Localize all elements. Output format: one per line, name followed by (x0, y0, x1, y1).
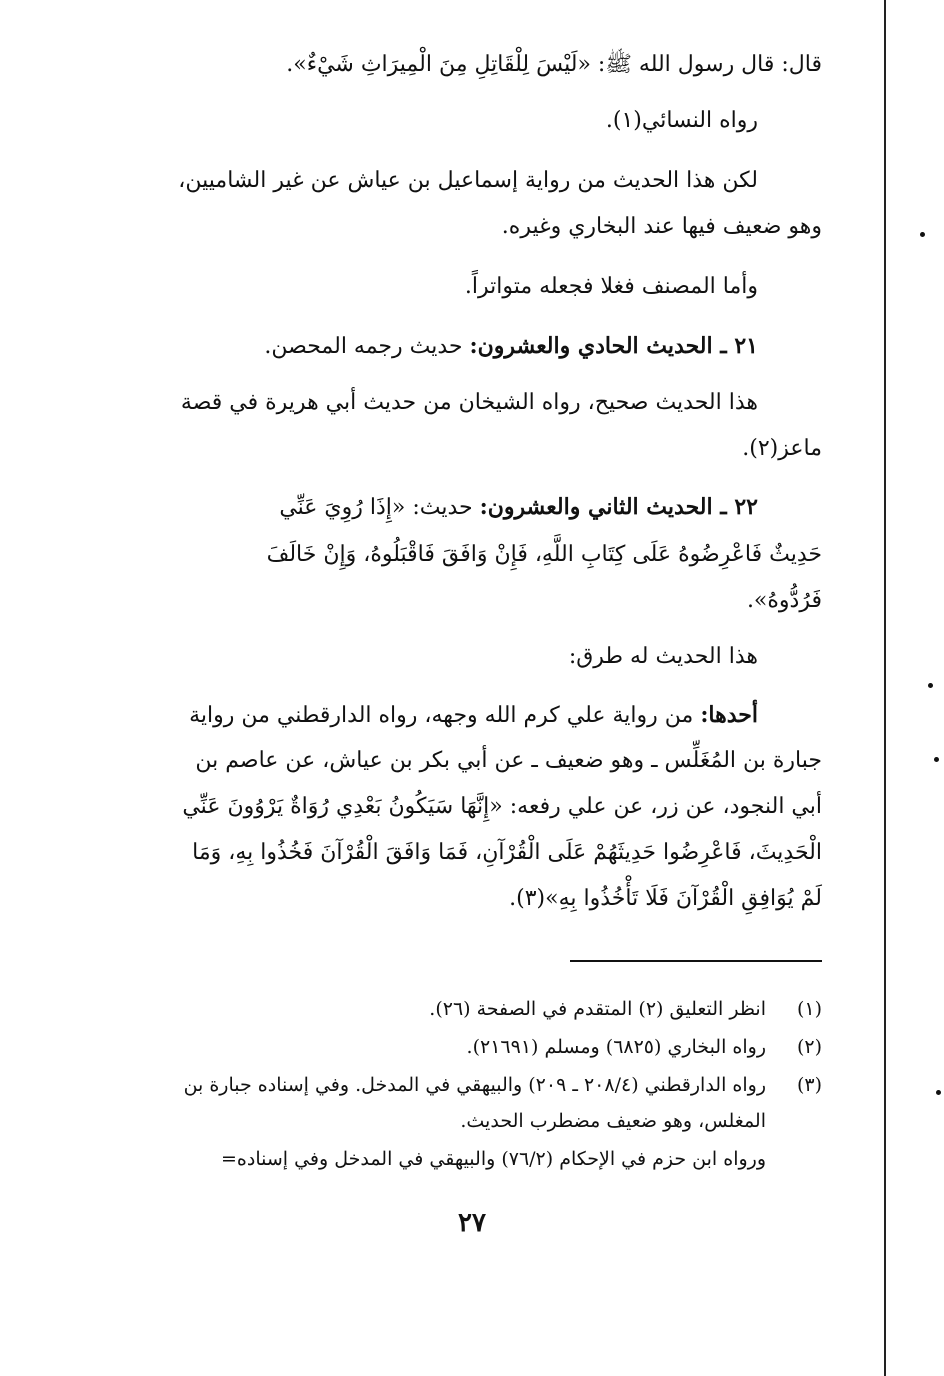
edge-mark (936, 1090, 941, 1095)
hadith-heading-21 (264, 333, 758, 359)
page-number: ٢٧ (458, 1208, 486, 1238)
first-route-label: أحدها: (700, 702, 758, 728)
text-line: وهو ضعيف فيها عند البخاري وغيره. (501, 214, 822, 239)
edge-mark (928, 683, 933, 688)
footnote-text: رواه الدارقطني (٢٠٨/٤ ـ ٢٠٩) والبيهقي في المدخل. وفي إسناده جبارة بن (183, 1074, 766, 1096)
footnote-text: المغلس، وهو ضعيف مضطرب الحديث. (460, 1110, 766, 1132)
text-line (189, 702, 758, 728)
text-line: الْحَدِيثَ، فَاعْرِضُوا حَدِيثَهُمْ عَلَى الْقُرْآنِ، فَمَا وَافَقَ الْقُرْآنَ فَخُذُوا بِهِ، وَمَا (192, 840, 822, 865)
edge-mark (920, 232, 925, 237)
hadith-heading-text: حديث: «إِذَا رُوِيَ عَنِّي (279, 495, 473, 520)
footnote-number: (١) (796, 998, 822, 1020)
text-line-part: من رواية علي كرم الله وجهه، رواه الدارقطني من رواية (189, 703, 694, 728)
text-line: جبارة بن المُغَلِّس ـ وهو ضعيف ـ عن أبي بكر بن عياش، عن عاصم بن (195, 748, 822, 773)
text-line: أبي النجود، عن زر، عن علي رفعه: «إِنَّهَا سَيَكُونُ بَعْدِي رُوَاةٌ يَرْوُونَ عَنِّي (182, 794, 822, 819)
footnote-number: (٣) (796, 1074, 822, 1096)
text-line: رواه النسائي(١). (605, 108, 758, 133)
text-line: ماعز(٢). (742, 436, 822, 461)
text-line: فَرُدُّوهُ». (746, 588, 822, 613)
footnote-text: رواه البخاري (٦٨٢٥) ومسلم (٢١٦٩١). (466, 1036, 766, 1058)
text-line: وأما المصنف فغلا فجعله متواتراً. (464, 274, 758, 299)
edge-mark (934, 757, 939, 762)
footnote-text: انظر التعليق (٢) المتقدم في الصفحة (٢٦). (429, 998, 766, 1020)
text-line: حَدِيثٌ فَاعْرِضُوهُ عَلَى كِتَابِ اللَّهِ، فَإِنْ وَافَقَ فَاقْبَلُوهُ، وَإِنْ خَالَفَ (266, 542, 822, 567)
text-line: هذا الحديث صحيح، رواه الشيخان من حديث أبي هريرة في قصة (180, 390, 758, 415)
footnote-number: (٢) (796, 1036, 822, 1058)
hadith-heading-label: ٢١ ـ الحديث الحادي والعشرون: (469, 333, 758, 359)
hadith-heading-22 (279, 494, 758, 520)
footnote-separator (570, 960, 822, 962)
text-line: هذا الحديث له طرق: (568, 644, 758, 669)
text-line: لَمْ يُوَافِقِ الْقُرْآنَ فَلَا تَأْخُذُوا بِهِ»(٣). (509, 886, 822, 911)
footnote-text: ورواه ابن حزم في الإحكام (٧٦/٢) والبيهقي في المدخل وفي إسناده= (220, 1148, 766, 1170)
page-edge-line (884, 0, 886, 1376)
text-line: لكن هذا الحديث من رواية إسماعيل بن عياش عن غير الشاميين، (178, 168, 758, 193)
hadith-heading-label: ٢٢ ـ الحديث الثاني والعشرون: (479, 494, 758, 520)
hadith-heading-text: حديث رجمه المحصن. (264, 334, 463, 359)
text-line: قال: قال رسول الله ﷺ: «لَيْسَ لِلْقَاتِلِ مِنَ الْمِيرَاثِ شَيْءٌ». (286, 52, 822, 77)
